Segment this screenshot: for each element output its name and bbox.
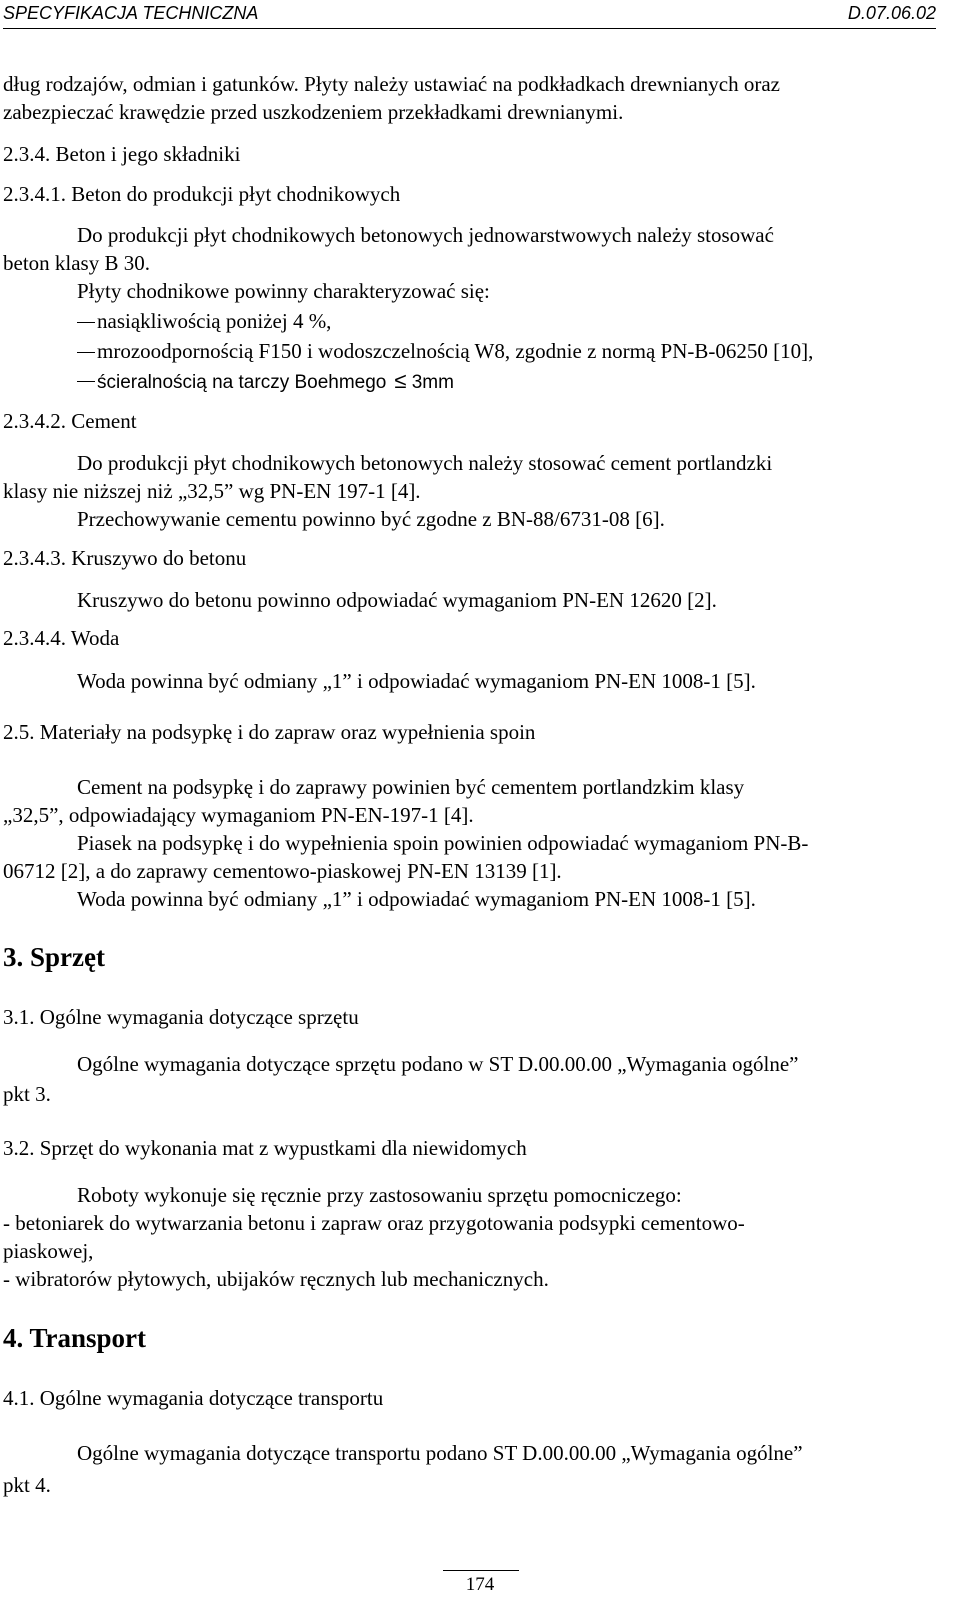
paragraph-line: - betoniarek do wytwarzania betonu i zapraw oraz przygotowania podsypki cementowo- [3, 1211, 745, 1235]
paragraph-line: dług rodzajów, odmian i gatunków. Płyty należy ustawiać na podkładkach drewnianych oraz [3, 72, 780, 96]
paragraph-line: zabezpieczać krawędzie przed uszkodzeniem przekładkami drewnianymi. [3, 100, 624, 124]
paragraph-line: - wibratorów płytowych, ubijaków ręcznych lub mechanicznych. [3, 1267, 549, 1291]
dash-bullet [77, 322, 95, 323]
list-item-text: ścieralnością na tarczy Boehmego [97, 372, 387, 393]
section-heading: 2.3.4.2. Cement [3, 409, 137, 433]
paragraph-line: Przechowywanie cementu powinno być zgodne z BN-88/6731-08 [6]. [77, 507, 665, 531]
paragraph-line: Ogólne wymagania dotyczące sprzętu podano w ST D.00.00.00 „Wymagania ogólne” [77, 1052, 799, 1076]
paragraph-line: Woda powinna być odmiany „1” i odpowiadać wymaganiom PN-EN 1008-1 [5]. [77, 887, 756, 911]
paragraph-line: Płyty chodnikowe powinny charakteryzować się: [77, 279, 490, 303]
paragraph-line: Woda powinna być odmiany „1” i odpowiadać wymaganiom PN-EN 1008-1 [5]. [77, 669, 756, 693]
dash-bullet [77, 381, 95, 382]
section-heading: 2.3.4.3. Kruszywo do betonu [3, 546, 247, 570]
page-header [0, 0, 960, 36]
paragraph-line: klasy nie niższej niż „32,5” wg PN-EN 197-1 [4]. [3, 479, 421, 503]
header-rule [3, 28, 936, 29]
page-number: 174 [465, 1574, 495, 1595]
less-equal-symbol: ≤ [394, 368, 407, 393]
list-item [77, 368, 454, 396]
section-heading: 2.5. Materiały na podsypkę i do zapraw oraz wypełnienia spoin [3, 720, 536, 744]
section-heading: 2.3.4.1. Beton do produkcji płyt chodnikowych [3, 182, 401, 206]
paragraph-line: Roboty wykonuje się ręcznie przy zastosowaniu sprzętu pomocniczego: [77, 1183, 682, 1207]
section-heading: 2.3.4.4. Woda [3, 626, 120, 650]
paragraph-line: 06712 [2], a do zaprawy cementowo-piaskowej PN-EN 13139 [1]. [3, 859, 562, 883]
section-heading: 3.1. Ogólne wymagania dotyczące sprzętu [3, 1005, 359, 1029]
section-heading: 2.3.4. Beton i jego składniki [3, 142, 241, 166]
paragraph-line: „32,5”, odpowiadający wymaganiom PN-EN-197-1 [4]. [3, 803, 474, 827]
paragraph-line: pkt 4. [3, 1473, 51, 1497]
paragraph-line: Ogólne wymagania dotyczące transportu podano ST D.00.00.00 „Wymagania ogólne” [77, 1441, 803, 1465]
list-item [77, 338, 813, 364]
list-item [77, 308, 331, 334]
paragraph-line: Do produkcji płyt chodnikowych betonowych należy stosować cement portlandzki [77, 451, 773, 475]
paragraph-line: Do produkcji płyt chodnikowych betonowych jednowarstwowych należy stosować [77, 223, 774, 247]
paragraph-line: pkt 3. [3, 1082, 51, 1106]
paragraph-line: Cement na podsypkę i do zaprawy powinien być cementem portlandzkim klasy [77, 775, 745, 799]
header-spec-code: D.07.06.02 [847, 3, 936, 23]
paragraph-line: piaskowej, [3, 1239, 94, 1263]
list-item-text: mrozoodpornością F150 i wodoszczelnością W8, zgodnie z normą PN-B-06250 [10], [97, 339, 814, 363]
section-heading: 4.1. Ogólne wymagania dotyczące transportu [3, 1386, 384, 1410]
paragraph-line: beton klasy B 30. [3, 251, 150, 275]
chapter-heading: 4. Transport [3, 1323, 147, 1353]
dash-bullet [77, 352, 95, 353]
paragraph-line: Piasek na podsypkę i do wypełnienia spoin powinien odpowiadać wymaganiom PN-B- [77, 831, 809, 855]
footer-rule [443, 1570, 519, 1571]
list-item-value: 3mm [411, 372, 454, 393]
paragraph-line: Kruszywo do betonu powinno odpowiadać wymaganiom PN-EN 12620 [2]. [77, 588, 717, 612]
list-item-text: nasiąkliwością poniżej 4 %, [97, 309, 332, 333]
header-title: SPECYFIKACJA TECHNICZNA [3, 3, 259, 23]
section-heading: 3.2. Sprzęt do wykonania mat z wypustkami dla niewidomych [3, 1136, 527, 1160]
chapter-heading: 3. Sprzęt [3, 942, 105, 972]
